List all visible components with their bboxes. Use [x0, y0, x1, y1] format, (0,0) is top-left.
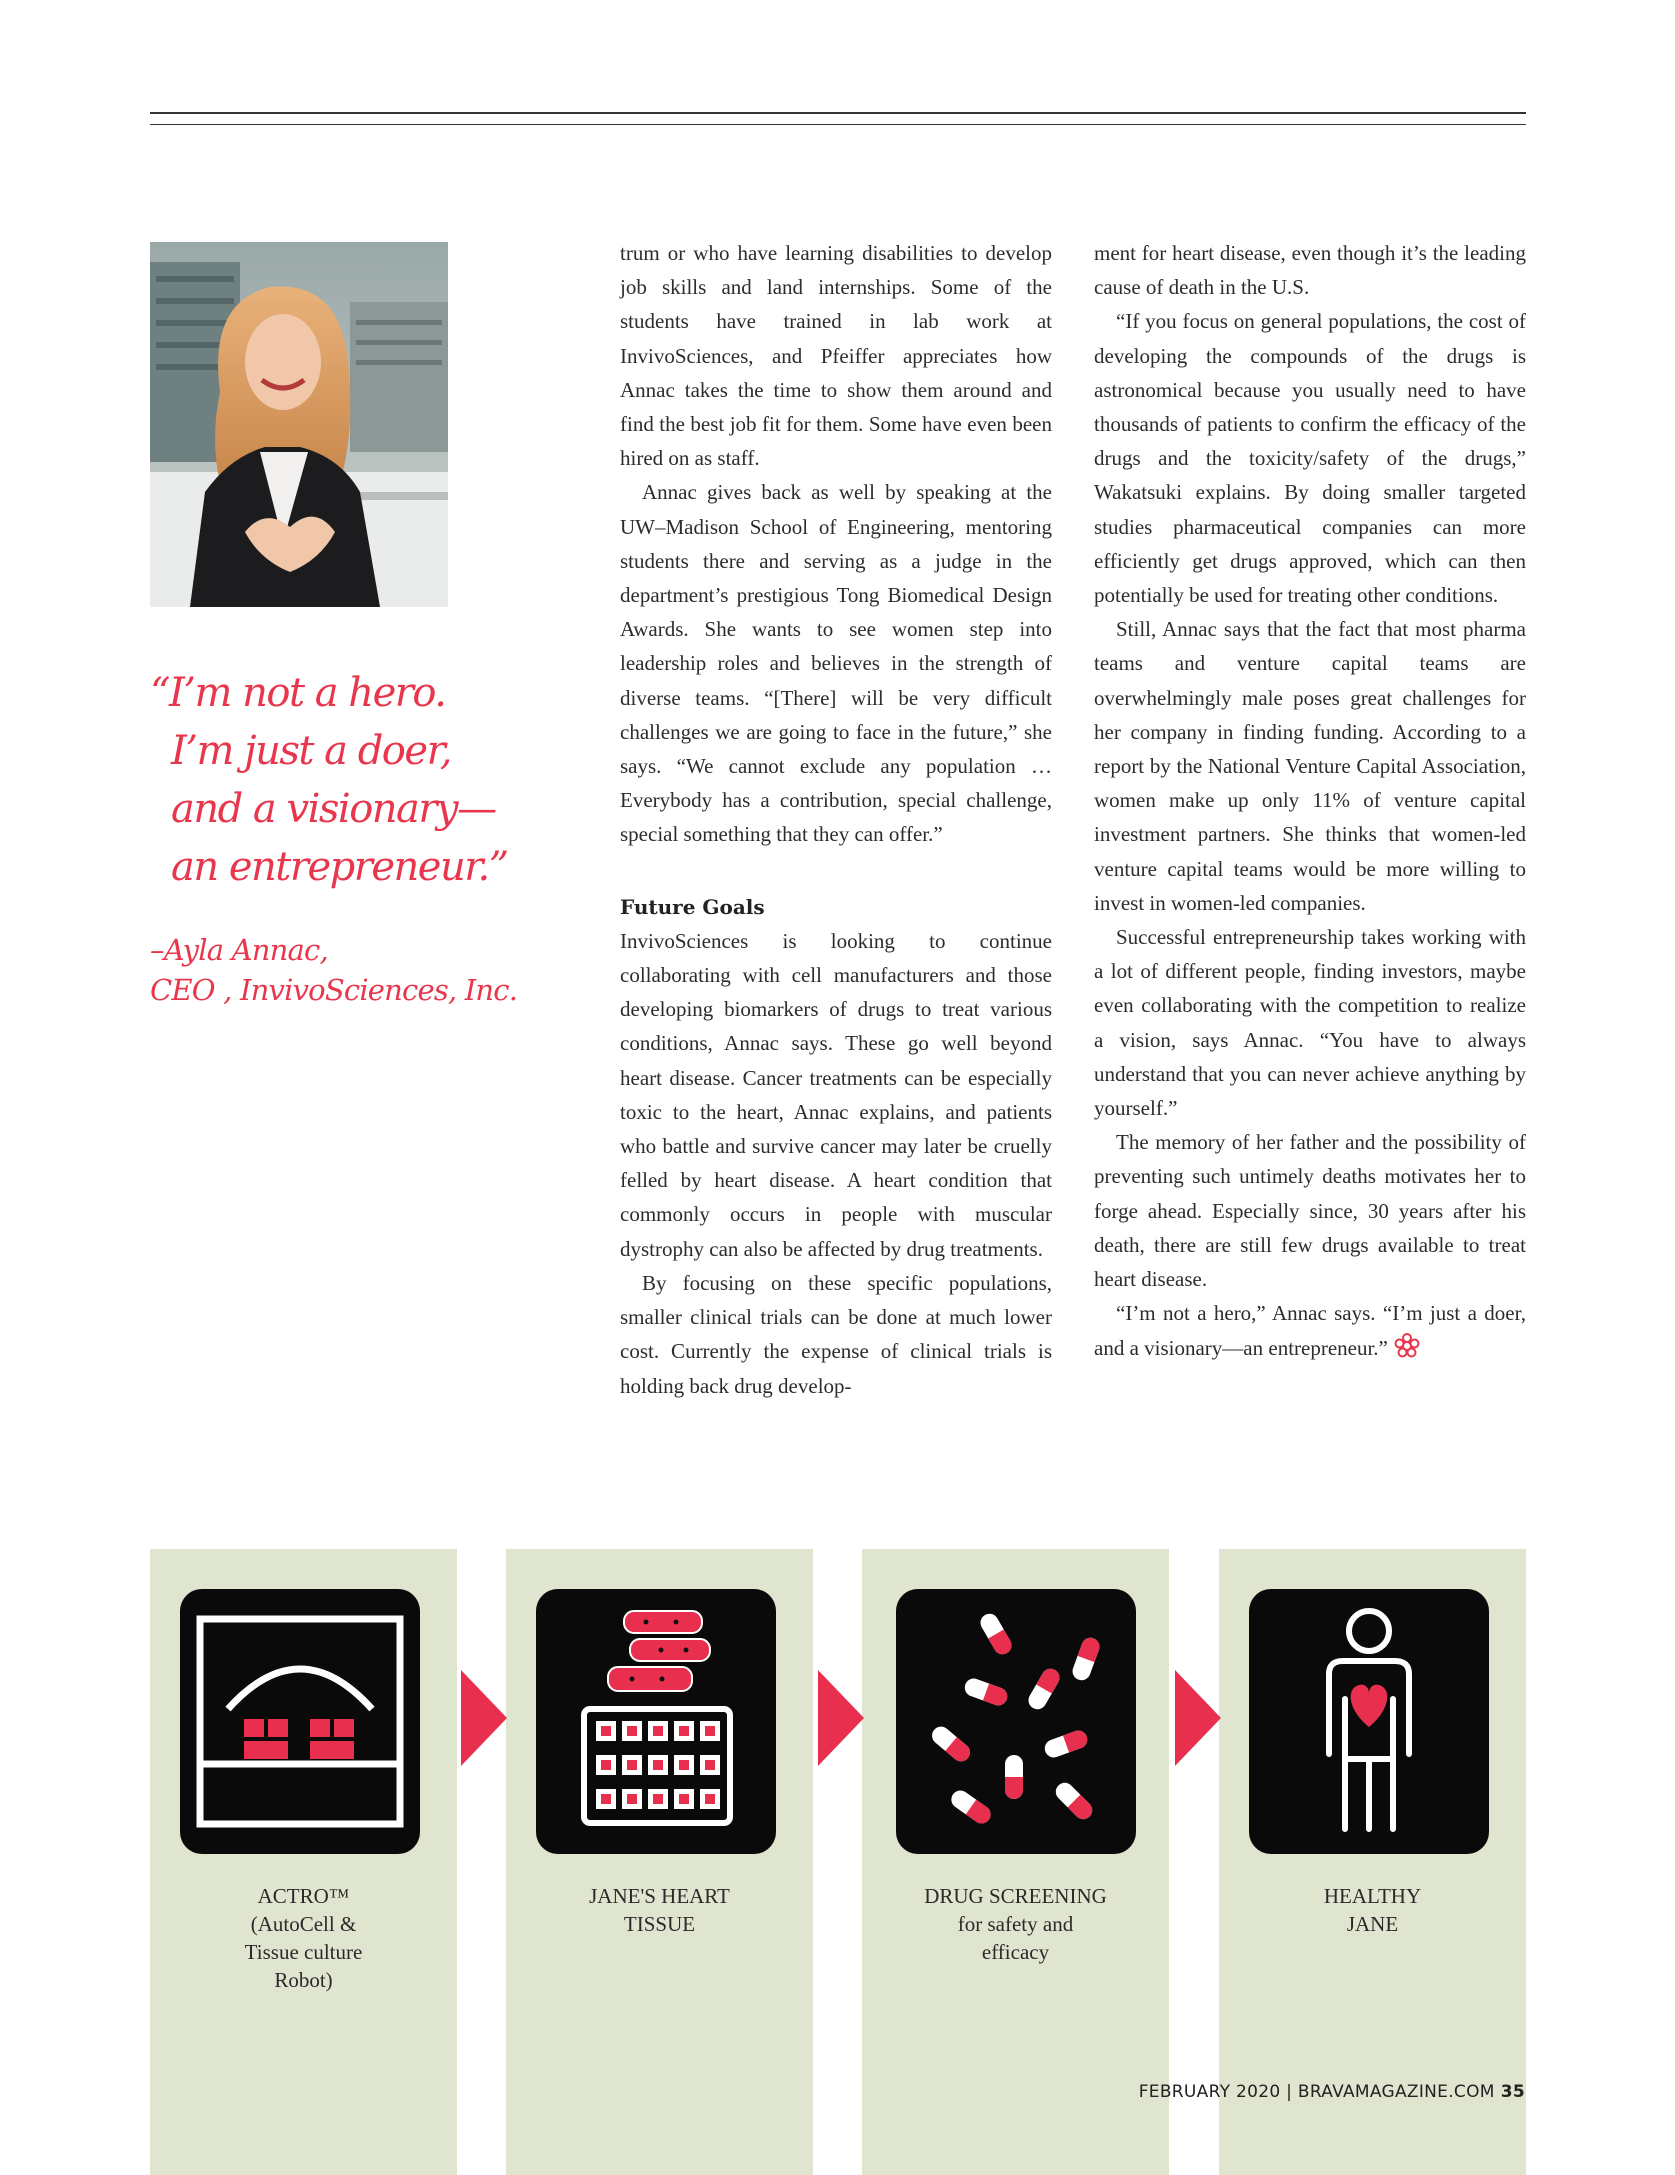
label-line: TISSUE — [623, 1912, 696, 1936]
section-heading: Future Goals — [620, 894, 765, 919]
label-line: Robot) — [274, 1968, 333, 1992]
paragraph — [1094, 1296, 1526, 1364]
label-line: efficacy — [981, 1940, 1050, 1964]
flower-end-mark-icon — [1394, 1333, 1420, 1359]
step-label-healthy-jane — [1219, 1882, 1526, 1938]
paragraph: Still, Annac says that the fact that most pharma teams and venture capital teams are overwhelmingly male poses great challenges for her company in finding funding. According to a report by the National Venture Capital Association, women make up only 11% of venture capital investment partners. She thinks that women-led venture capital teams would be more willing to invest in women-led companies. — [1094, 617, 1526, 915]
quote-attribution-name: –Ayla Annac, — [150, 933, 328, 967]
robot-icon — [180, 1589, 420, 1854]
pills-icon — [896, 1589, 1136, 1854]
quote-line: “I’m not a hero. — [150, 670, 446, 716]
paragraph: ment for heart disease, even though it’s the leading cause of death in the U.S. — [1094, 241, 1526, 300]
portrait-photo — [150, 242, 448, 607]
arrow-right-icon — [1175, 1670, 1221, 1766]
label-line: DRUG SCREENING — [924, 1884, 1107, 1908]
quote-line: an entrepreneur.” — [171, 844, 508, 890]
paragraph: Successful entrepreneurship takes working with a lot of different people, finding investors, maybe even collaborating with the competition to realize a vision, says Annac. “You have to always understand that you can never achieve anything by yourself.” — [1094, 925, 1526, 1121]
article-column-1 — [620, 236, 1052, 1403]
paragraph: InvivoSciences is looking to continue collaborating with cell manufacturers and those developing biomarkers of drugs to treat various conditions, Annac says. These go well beyond heart disease. Cancer treatments can be especially toxic to the heart, Annac explains, and patients who battle and survive cancer may later be cruelly felled by heart disease. A heart condition that commonly occurs in people with muscular dystrophy can also be affected by drug treatments. — [620, 928, 1052, 1261]
paragraph: Annac gives back as well by speaking at the UW–Madison School of Engineering, mentoring students there and serving as a judge in the department’s prestigious Tong Biomedical Design Awards. She wants to see women step into leadership roles and believes in the strength of diverse teams. “[There] will be very difficult challenges we are going to face in the future,” she says. “We cannot exclude any population … Everybody has a contribution, special challenge, special something that they can offer.” — [620, 480, 1052, 847]
arrow-right-icon — [461, 1670, 507, 1766]
quote-attribution-title: CEO , InvivoSciences, Inc. — [150, 973, 518, 1007]
page-footer — [1139, 2082, 1525, 2102]
heart-tissue-icon — [536, 1589, 776, 1854]
top-rule-thin — [150, 124, 1526, 125]
arrow-right-icon — [818, 1670, 864, 1766]
paragraph: “If you focus on general populations, the cost of developing the compounds of the drugs is astronomical because you usually need to have thousands of patients to confirm the efficacy of the drugs and the toxicity/safety of the drugs,” Wakatsuki explains. By doing smaller targeted studies pharmaceutical companies can more efficiently get drugs approved, which can then potentially be used for treating other conditions. — [1094, 309, 1526, 608]
closing-quote-text: “I’m not a hero,” Annac says. “I’m just a doer, and a visionary—an entrepreneur.” — [1094, 1301, 1526, 1360]
label-line: JANE'S HEART — [589, 1884, 730, 1908]
label-line: JANE — [1346, 1912, 1399, 1936]
step-label-drug-screening — [862, 1882, 1169, 1966]
person-heart-icon — [1249, 1589, 1489, 1854]
page-number: 35 — [1500, 2082, 1525, 2102]
label-line: Tissue culture — [244, 1940, 363, 1964]
label-line: HEALTHY — [1323, 1884, 1422, 1908]
paragraph: By focusing on these specific populations, smaller clinical trials can be done at much lower cost. Currently the expense of clinical trials is holding back drug develop- — [620, 1270, 1052, 1398]
pull-quote — [150, 664, 570, 1010]
article-column-2 — [1094, 236, 1526, 1365]
quote-line: and a visionary— — [171, 786, 496, 832]
step-label-robot — [150, 1882, 457, 1994]
footer-text: FEBRUARY 2020 | BRAVAMAGAZINE.COM — [1138, 2082, 1495, 2102]
top-rule — [150, 112, 1526, 114]
paragraph: trum or who have learning disabilities to develop job skills and land internships. Some of the students have trained in lab work at InvivoSciences, and Pfeiffer appreciates how Annac takes the time to show them around and find the best job fit for them. Some have even been hired on as staff. — [620, 241, 1052, 471]
paragraph: The memory of her father and the possibility of preventing such untimely deaths motivates her to forge ahead. Especially since, 30 years after his death, there are still few drugs available to treat heart disease. — [1094, 1130, 1526, 1292]
quote-line: I’m just a doer, — [171, 728, 452, 774]
label-line: ACTRO™ — [257, 1884, 350, 1908]
label-line: (AutoCell & — [250, 1912, 357, 1936]
label-line: for safety and — [957, 1912, 1074, 1936]
step-label-heart-tissue — [506, 1882, 813, 1938]
